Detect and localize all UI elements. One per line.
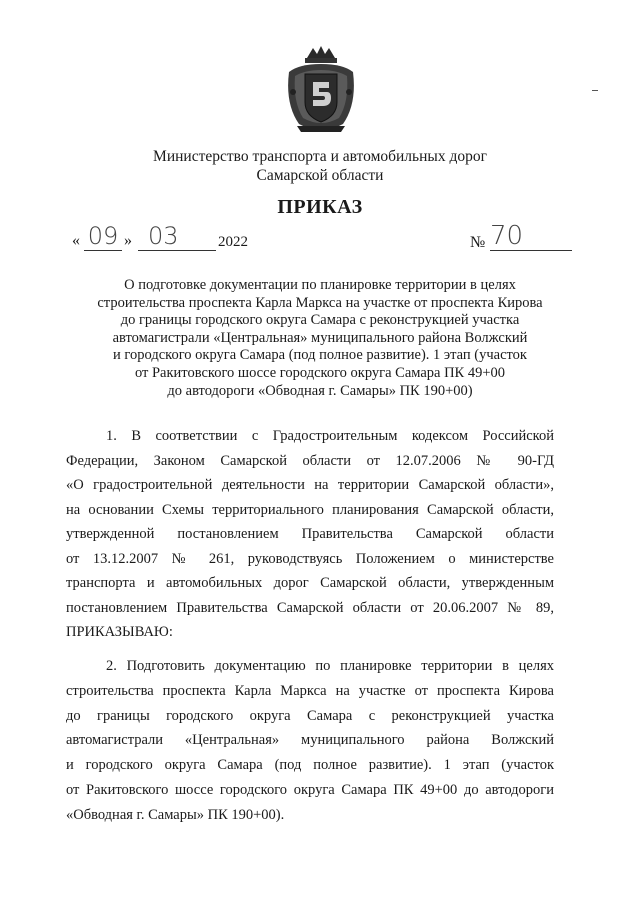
subject-line: от Ракитовского шоссе городского округа Самара ПК 49+00 [134,364,506,381]
order-subject [90,277,550,400]
subject-line: строительства проспекта Карла Маркса на участке от проспекта Кирова [97,294,543,311]
paragraph-line: строительства проспекта Карла Маркса на участке от проспекта Кирова [66,682,554,699]
subject-line: О подготовке документации по планировке территории в целях [124,277,516,293]
date-close-quote: » [124,232,132,249]
paragraph-line: от Ракитовского шоссе городского округа Самара ПК 49+00 до автодороги [66,781,554,798]
order-directive: ПРИКАЗЫВАЮ: [66,624,173,640]
ministry-name-line2: Самарской области [256,167,384,184]
coat-of-arms-icon [283,44,359,134]
paragraph-line: постановлением Правительства Самарской области от 20.06.2007 № 89, [66,599,554,616]
date-day: 09 [84,222,122,251]
paragraph-line: до границы городского округа Самара с реконструкцией участка [66,707,554,724]
paragraph-line: от 13.12.2007 № 261, руководствуясь Положением о министерстве [66,550,554,567]
paragraph-line: 1. В соответствии с Градостроительным кодексом Российской [106,428,554,444]
paragraph-line: и городского округа Самара (под полное развитие). 1 этап (участок [66,757,554,774]
paragraph-line: утвержденной постановлением Правительства Самарской области [66,526,554,542]
order-number: 70 [490,222,572,251]
subject-line: до автодороги «Обводная г. Самары» ПК 190+00) [167,382,473,399]
paragraph-line: «О градостроительной деятельности на территории Самарской области», [66,477,554,493]
paragraph-line: автомагистрали «Центральная» муниципального района Волжский [66,732,554,749]
paragraph-line: на основании Схемы территориального планирования Самарской области, [66,501,554,518]
date-month: 03 [138,222,216,251]
paragraph-line: Федерации, Законом Самарской области от 12.07.2006 № 90-ГД [66,452,554,469]
document-type: ПРИКАЗ [277,196,363,218]
paragraph-line: 2. Подготовить документацию по планировке территории в целях [106,658,554,674]
date-year: 2022 [218,234,248,250]
paragraph-line: «Обводная г. Самары» ПК 190+00). [66,806,285,823]
paragraph-2 [66,654,554,828]
paragraph-line: транспорта и автомобильных дорог Самарской области, утвержденным [66,575,554,591]
date-open-quote: « [72,232,80,249]
subject-line: автомагистрали «Центральная» муниципального района Волжский [112,329,528,346]
subject-line: до границы городского округа Самара с реконструкцией участка [120,312,520,329]
subject-line: и городского округа Самара (под полное развитие). 1 этап (участок [113,347,527,364]
scan-mark [592,90,598,91]
paragraph-1 [66,424,554,645]
number-sign: № [470,234,486,251]
ministry-name-line1: Министерство транспорта и автомобильных дорог [153,148,487,165]
